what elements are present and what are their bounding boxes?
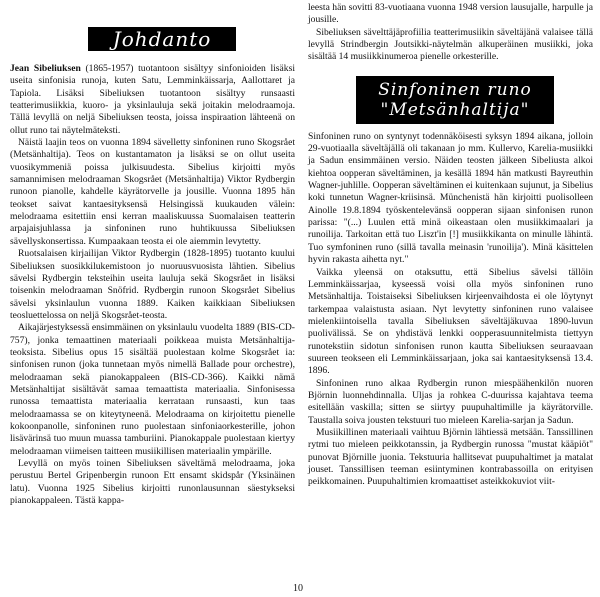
paragraph: Näistä laajin teos on vuonna 1894 sävelletty sinfoninen runo Skogsrået (Metsänhaltija). Teos on kustantamaton ja lisäksi se on ollut useita vuosikymmeniä poissa julkisuudesta. Sibelius kirjoitti myös samannimisen melodraaman Skogsrået (Metsänhaltija) Viktor Rydbergin runoon pianolle, kahdelle käyrätorvelle ja jousille. Vuonna 1895 hän teokset saivat kantaesityksensä Helsingissä kuukauden välein: melodraama esitettiin ensi kerran maaliskuussa Suomalaisen teatterin arpajaisjuhlassa ja sinfoninen runo huhtikuussa Sibeliuksen sävellyskonsertissa. Kumpaakaan teosta ei ole aiemmin levytetty. xyxy=(10,137,295,247)
paragraph: Sinfoninen runo alkaa Rydbergin runon miespäähenkilön nuoren Björnin luonnehdinnalla. Uljas ja rohkea C-duurissa kajahtava teema esitellään vaskilla; sitten se siirtyy puupuhaltimille ja käyrätorville. Taustalla soiva jousten tekstuuri tuo mieleen Karelia-sarjan ja Sadun. xyxy=(308,377,593,426)
paragraph: Levyllä on myös toinen Sibeliuksen säveltämä melodraama, joka perustuu Bertel Gripenbergin runoon Ett ensamt skidspår (Yksinäinen latu). Vuonna 1925 Sibelius kirjoitti runonlausunnan säestykseksi pianokappaleen. Tästä kappa- xyxy=(10,458,295,507)
paragraph: Vaikka yleensä on otaksuttu, että Sibelius sävelsi tällöin Lemminkäissarjaa, kyseessä voisi olla myös sinfoninen runo Metsänhaltija. Toistaiseksi Sibeliuksen kirjeenvaihdosta ei ole löytynyt tarkempaa valaistusta asiaan. Nyt levytetty sinfoninen runo valaisee mielenkiintoisella tavalla Sibeliuksen säveltäjäkuvaa 1890-luvun puolivälissä. Se on yhdistävä lenkki oopperasuunnitelmista tiettyyn runotekstiin sidotun sinfonisen runon kautta Sibeliuksen seuraavaan suureen teokseen eli Lemminkäissarjaan, joka sai kantaesityksensä 13.4. 1896. xyxy=(308,266,593,377)
paragraph: Aikajärjestyksessä ensimmäinen on yksinlaulu vuodelta 1889 (BIS-CD-757), jonka temaattinen materiaali poikkeaa muista Metsänhaltija-teoksista. Sibelius opus 15 sisältää puolestaan kolme Skogsrået ia: sinfonisen runon (joka tunnetaan myös nimellä Ballade pour orchestre), melodraaman sekä pianokappaleen (BIS-CD-366). Kaikki nämä Metsänhaltijat sisältävät samaa temaattista materiaalia. Sinfonisessa runossa temaattista materiaalia kerrataan runsaasti, kun taas melodraamassa se on kiteytyneenä. Melodraama on kirjoitettu pienelle kokoonpanolle, sinfoninen runo puolestaan sinfoniaorkesterille, johon lisävärinsä tuo muun muassa tamburiini. Pianokappale puolestaan kiertyy melodraaman viimeisen taitteen musiikillisen materiaalin ympärille. xyxy=(10,322,295,457)
paragraph: Musiikillinen materiaali vaihtuu Björnin lähtiessä metsään. Tanssillinen rytmi tuo mieleen peikkotanssin, ja Rydbergin runossa "mustat kääpiöt" punovat Björnille juonia. Tekstuuria hallitsevat puupuhaltimet ja matalat jouset. Tanssillisen teeman esiintyminen kontrabassoilla on erityisen peikkomainen. Puupuhaltimien kromaattiset asteikkokuviot viit- xyxy=(308,426,593,488)
section-heading-introduction: Johdanto xyxy=(88,27,236,51)
right-column xyxy=(308,0,593,489)
paragraph-text: (1865-1957) tuotantoon sisältyy sinfonioiden lisäksi useita sinfonisia runoja, kuten Satu, Lemminkäissarja, Aallottaret ja Tapiola. Lisäksi Sibeliuksen tuotantoon sisältyy runsaasti teatterimusiikkia, kuoro- ja yksinlauluja sekä joitakin melodraamoja. Tällä levyllä on neljä Sibeliuksen teosta, joissa inspiraation lähteenä on ollut runo tai näytelmäteksti. xyxy=(10,63,295,136)
paragraph xyxy=(10,63,295,137)
composer-name: Jean Sibeliuksen xyxy=(10,63,81,74)
left-column xyxy=(10,0,295,507)
paragraph: Sibeliuksen sävelttäjäprofiilia teatterimusiikin säveltäjänä valaisee tällä levyllä Strindbergin Joutsikki-näytelmän alkuperäinen musiikki, joka sisältää 14 musiikkinumeroa pienelle orkesterille. xyxy=(308,26,593,63)
paragraph: leesta hän sovitti 83-vuotiaana vuonna 1948 version lausujalle, harpulle ja jousille. xyxy=(308,2,593,26)
paragraph: Ruotsalaisen kirjailijan Viktor Rydbergin (1828-1895) tuotanto kuului Sibeliuksen suosikkilukemistoon jo nuoruusvuosista lähtien. Sibelius sävelsi Rydbergin teksteihin useita lauluja sekä Skogsrået in lisäksi toisenkin melodraaman Snöfrid. Rydbergin runoon Skogsrået Sibelius sävelsi yksinlaulun vuonna 1889. Kaiken kaikkiaan Sibeliuksen teosluettelossa on neljä Skogsrået-teosta. xyxy=(10,248,295,321)
heading-line: Sinfoninen runo xyxy=(378,79,532,100)
page-number: 10 xyxy=(293,583,303,594)
heading-line: "Metsänhaltija" xyxy=(380,99,530,120)
section-heading-symphonic-poem xyxy=(356,76,554,124)
paragraph: Sinfoninen runo on syntynyt todennäköisesti syksyn 1894 aikana, jolloin 29-vuotiaalla säveltäjällä oli takanaan jo mm. Kullervo, Karelia-musiikki ja Sadun ensimmäinen versio. Näiden teosten jälkeen Sibeliusta alkoi kiehtoa oopperan säveltäminen, ja kesällä 1894 hän matkusti Bayreuthin Wagner-juhlille. Oopperan säveltäminen ei kuitenkaan sujunut, ja Sibelius koki tunnetun Wagner-kriisinsä. Münchenistä hän kirjoitti puolisolleen Ainolle 19.8.1894 työskentelevänsä oopperan sijaan sinfonisen runon parissa: "(...) Luulen että minä oikeastaan olen musiikkimaalari ja runoilija. Tarkoitan että tuo Liszt'in [!] musiikkikanta on minulle lähintä. Tuo symfoninen runo (sillä tavalla meinasin 'runoilija'). Minä käsittelen hyvin rakasta aihetta nyt." xyxy=(308,130,593,266)
